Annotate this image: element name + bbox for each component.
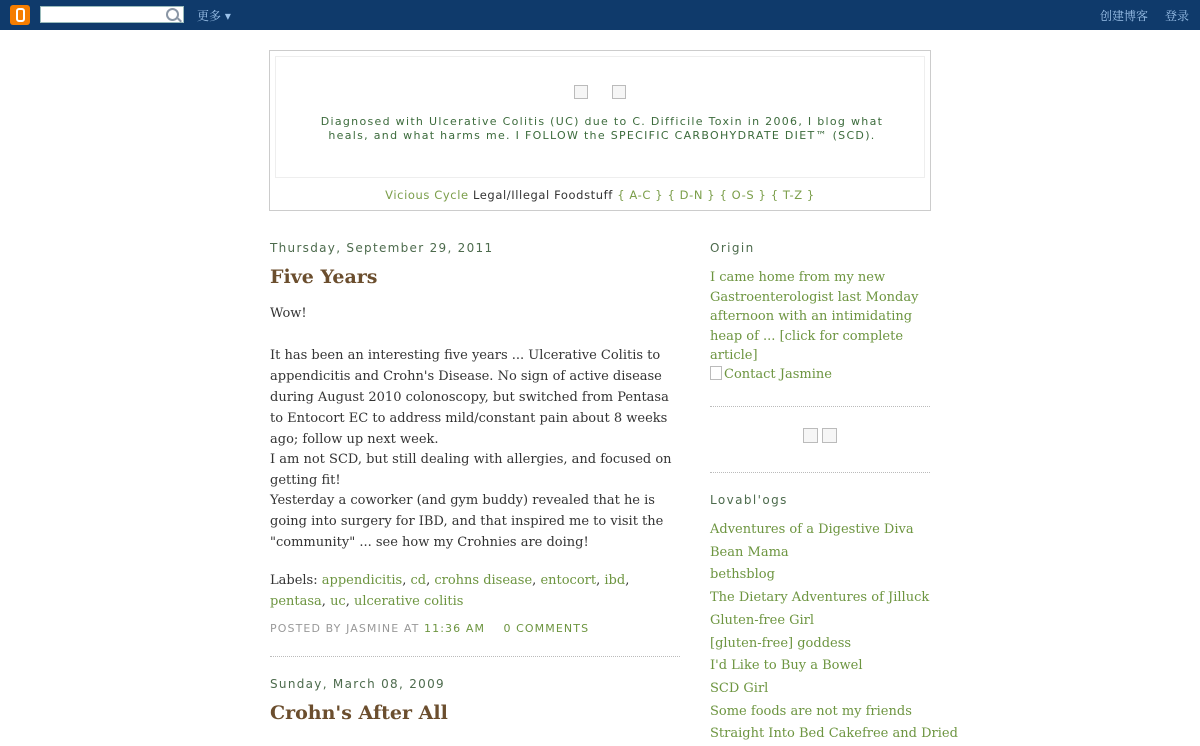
blog-description: Diagnosed with Ulcerative Colitis (UC) due to C. Difficile Toxin in 2006, I blog what heals, and what harms me. I FOLLOW the SPECIFIC CARBOHYDRATE DIET™ (SCD). [320,115,884,142]
post-labels: Labels: appendicitis, cd, crohns disease, entocort, ibd, pentasa, uc, ulcerative colitis [270,573,630,609]
legal-illegal-label: Legal/Illegal Foodstuff [472,188,613,202]
post-paragraph: It has been an interesting five years ... Ulcerative Colitis to appendicitis and Crohn's Disease. No sign of active disease during August 2010 colonoscopy, but switched from Pentasa to Entocort EC to address mild/constant pain about 8 weeks ago; follow up next week. [270,348,669,447]
sidebar-blogs-title: Lovabl'ogs [710,493,788,507]
contact-image-broken-icon [710,366,722,380]
origin-article-link[interactable]: I came home from my new Gastroenterologist last Monday afternoon with an intimidating heap of ... [click for complete article] [710,270,919,363]
blogger-logo-icon[interactable] [10,5,30,25]
navbar-search-input[interactable] [40,6,184,23]
blog-list-item[interactable]: The Dietary Adventures of Jilluck [710,590,930,606]
foodstuff-ac-link[interactable]: { A-C } [617,188,664,202]
blog-list-item[interactable]: Straight Into Bed Cakefree and Dried [710,726,958,742]
label-link[interactable]: ulcerative colitis [353,594,464,609]
blog-list-item[interactable]: Adventures of a Digestive Diva [710,522,914,537]
blog-list-item[interactable]: Some foods are not my friends [710,703,912,719]
post-footer [270,622,589,635]
blog-list-item[interactable]: Gluten-free Girl [710,612,815,628]
blog-list-item[interactable]: [gluten-free] goddess [710,635,852,651]
blog-list [710,519,958,746]
blog-list-item[interactable]: I'd Like to Buy a Bowel [710,658,863,674]
blog-header [269,50,931,211]
foodstuff-dn-link[interactable]: { D-N } [667,188,716,202]
post-paragraph: Wow! [270,306,307,321]
blog-list-item[interactable]: Bean Mama [710,544,789,560]
comments-link[interactable]: 0 COMMENTS [503,622,590,635]
navbar [0,0,1200,30]
create-blog-link[interactable]: 创建博客 [1100,9,1149,23]
post-time-link[interactable]: 11:36 AM [424,622,486,635]
labels-prefix: Labels: [270,573,318,588]
sidebar-divider [710,472,930,473]
post-title[interactable]: Crohn's After All [270,702,448,724]
search-icon[interactable] [166,8,179,21]
vicious-cycle-link[interactable]: Vicious Cycle [385,188,469,202]
header-inner [275,56,925,178]
more-menu-button[interactable]: 更多 ▾ [197,9,231,23]
post-date-header: Thursday, September 29, 2011 [270,241,494,255]
post-divider [270,656,680,657]
sidebar-image-broken-icon[interactable] [803,428,818,443]
sidebar-image-broken-icon[interactable] [822,428,837,443]
post-paragraph: Yesterday a coworker (and gym buddy) revealed that he is going into surgery for IBD, and that inspired me to visit the "community" ... see how my Crohnies are doing! [270,493,664,550]
label-link[interactable]: ibd [604,573,626,588]
label-link[interactable]: appendicitis [321,573,403,588]
label-link[interactable]: entocort [540,573,597,588]
post-title[interactable]: Five Years [270,266,378,288]
posted-by: POSTED BY JASMINE AT [270,622,420,635]
label-link[interactable]: crohns disease [434,573,533,588]
post-date-header: Sunday, March 08, 2009 [270,677,445,691]
contact-label[interactable]: Contact Jasmine [724,367,832,382]
foodstuff-os-link[interactable]: { O-S } [719,188,767,202]
header-image-broken-icon[interactable] [612,85,626,99]
login-link[interactable]: 登录 [1165,9,1190,23]
header-image-broken-icon[interactable] [574,85,588,99]
post-paragraph: I am not SCD, but still dealing with allergies, and focused on getting fit! [270,452,672,488]
sidebar-origin-title: Origin [710,241,755,255]
sidebar-divider [710,406,930,407]
label-link[interactable]: cd [410,573,427,588]
contact-link[interactable] [710,366,832,382]
foodstuff-tz-link[interactable]: { T-Z } [770,188,815,202]
header-links [270,188,930,202]
blog-list-item[interactable]: SCD Girl [710,680,769,696]
label-link[interactable]: uc [330,594,346,609]
label-link[interactable]: pentasa [270,594,322,609]
blog-list-item[interactable]: bethsblog [710,567,775,583]
